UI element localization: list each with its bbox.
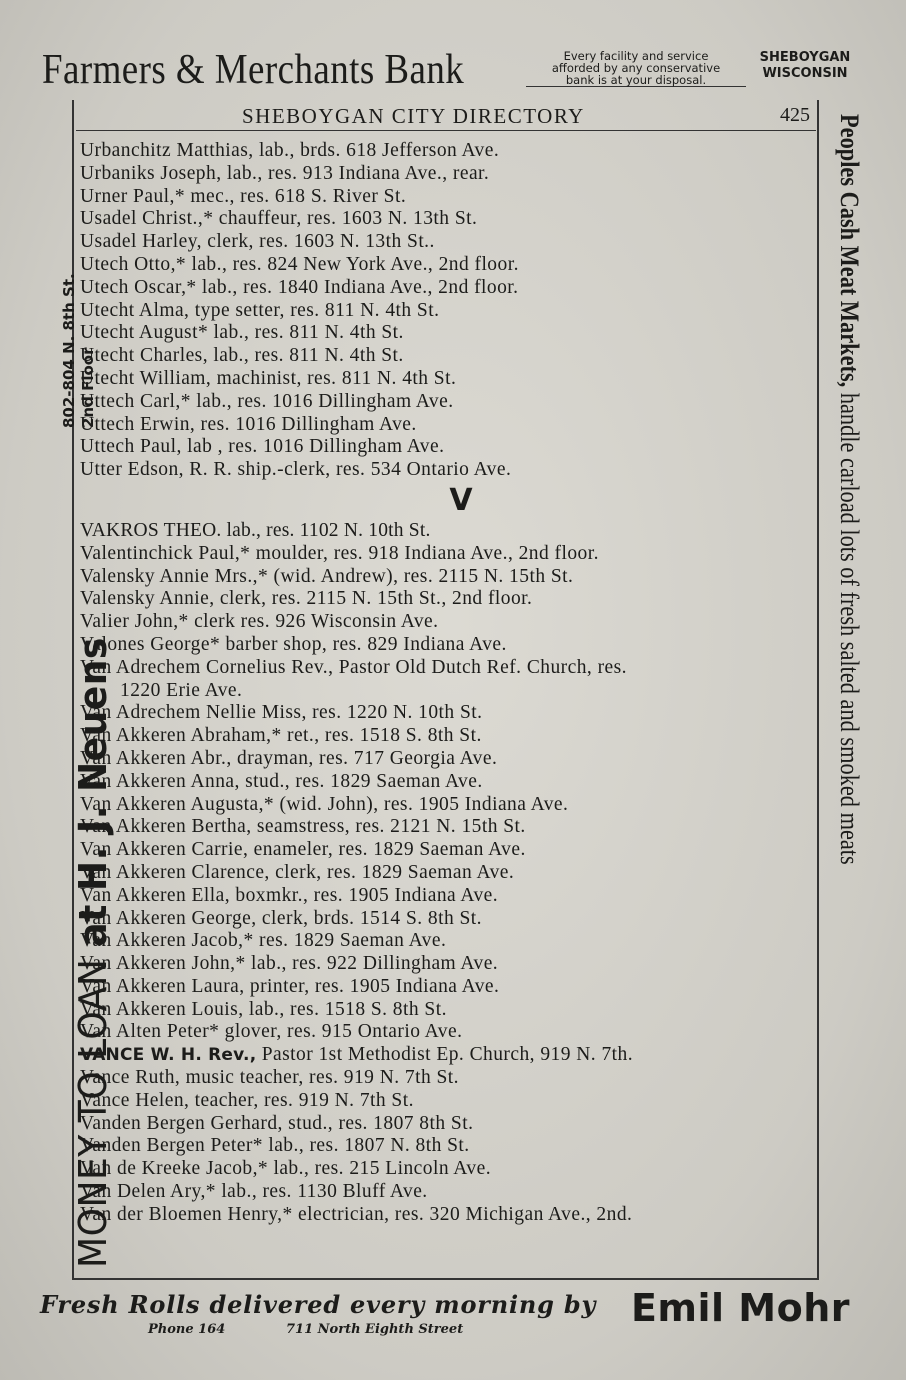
bottom-border-rule: [72, 1278, 819, 1280]
loan-ad-floor: 2nd Floor: [79, 347, 97, 428]
directory-entry: VAKROS THEO. lab., res. 1102 N. 10th St.: [80, 519, 431, 541]
bank-city-line: SHEBOYGAN: [759, 50, 851, 65]
bank-city-line: WISCONSIN: [762, 66, 848, 81]
bank-city: [758, 50, 852, 82]
directory-entry: Vance Helen, teacher, res. 919 N. 7th St.: [80, 1089, 414, 1111]
bakery-ad-text: Fresh Rolls delivered every morning by: [40, 1290, 597, 1319]
directory-entry: Van Akkeren George, clerk, brds. 1514 S. 8th St.: [80, 907, 482, 929]
directory-entry: Valensky Annie, clerk, res. 2115 N. 15th St., 2nd floor.: [80, 588, 533, 610]
directory-entry: Van Akkeren Louis, lab., res. 1518 S. 8th St.: [80, 998, 447, 1020]
bank-advertisement: [40, 40, 852, 96]
directory-entry: Van Alten Peter* glover, res. 915 Ontario Ave.: [80, 1021, 463, 1043]
bank-name: Farmers & Merchants Bank: [42, 47, 465, 93]
entry-details: Pastor 1st Methodist Ep. Church, 919 N. 7th.: [256, 1044, 634, 1066]
page-title: SHEBOYGAN CITY DIRECTORY: [242, 104, 585, 128]
directory-entry: Van Akkeren Anna, stud., res. 1829 Saeman Ave.: [80, 770, 483, 792]
directory-entry: Usadel Christ.,* chauffeur, res. 1603 N. 13th St.: [80, 208, 478, 230]
directory-entry: Vanden Bergen Peter* lab., res. 1807 N. 8th St.: [80, 1135, 470, 1157]
directory-entry: Vance Ruth, music teacher, res. 919 N. 7th St.: [80, 1067, 459, 1089]
right-border-rule: [817, 100, 819, 1278]
bakery-address: 711 North Eighth Street: [286, 1322, 464, 1337]
directory-entry: Uttech Paul, lab , res. 1016 Dillingham Ave.: [80, 436, 445, 458]
loan-ad-street: 802-804 N. 8th St.: [60, 273, 78, 428]
loan-ad-text: MONEY TO LOAN: [71, 946, 115, 1268]
bakery-phone: Phone 164: [148, 1322, 226, 1337]
directory-entry: Van Akkeren Ella, boxmkr., res. 1905 Indiana Ave.: [80, 884, 499, 906]
directory-entry: Van Akkeren Carrie, enameler, res. 1829 Saeman Ave.: [80, 839, 526, 861]
bank-tagline-line: bank is at your disposal.: [565, 73, 707, 87]
directory-entry-vance: [80, 1044, 814, 1067]
entry-name-bold: VANCE W. H. Rev.,: [80, 1045, 257, 1066]
meat-market-advertisement: [828, 114, 868, 1274]
page-header: [76, 102, 816, 131]
bank-tagline: [526, 50, 746, 87]
directory-entry: Van Akkeren Clarence, clerk, res. 1829 Saeman Ave.: [80, 861, 515, 883]
directory-entry: Urbanchitz Matthias, lab., brds. 618 Jefferson Ave.: [80, 140, 500, 161]
directory-entry: Uttech Carl,* lab., res. 1016 Dillingham Ave.: [80, 390, 454, 412]
directory-entry: Utter Edson, R. R. ship.-clerk, res. 534 Ontario Ave.: [80, 459, 512, 481]
directory-entry: Utech Oscar,* lab., res. 1840 Indiana Ave., 2nd floor.: [80, 276, 519, 298]
section-heading: V: [449, 482, 473, 518]
directory-entry: Van Akkeren Abraham,* ret., res. 1518 S. 8th St.: [80, 725, 482, 747]
meat-market-slogan: handle carload lots of fresh salted and smoked meats: [835, 387, 864, 865]
directory-entry: Van Adrechem Cornelius Rev., Pastor Old Dutch Ref. Church, res.: [80, 656, 627, 678]
bakery-name: Emil Mohr: [630, 1286, 850, 1330]
directory-entry: Urbaniks Joseph, lab., res. 913 Indiana Ave., rear.: [80, 162, 490, 184]
directory-entry: Utech Otto,* lab., res. 824 New York Ave., 2nd floor.: [80, 253, 519, 275]
directory-entry: Utecht Charles, lab., res. 811 N. 4th St.: [80, 345, 404, 367]
bank-tagline-line: afforded by any conservative: [551, 61, 721, 75]
directory-entry: Van de Kreeke Jacob,* lab., res. 215 Lincoln Ave.: [80, 1158, 492, 1180]
loan-ad-company: at H. J. Neuens: [71, 637, 115, 947]
directory-entry: Van Adrechem Nellie Miss, res. 1220 N. 10th St.: [80, 702, 483, 724]
directory-entry: Vanden Bergen Gerhard, stud., res. 1807 8th St.: [80, 1112, 474, 1134]
directory-entry: Van Akkeren Jacob,* res. 1829 Saeman Ave.: [80, 930, 447, 952]
directory-entry: Utecht William, machinist, res. 811 N. 4th St.: [80, 367, 457, 389]
directory-entry: Van der Bloemen Henry,* electrician, res. 320 Michigan Ave., 2nd.: [80, 1203, 633, 1225]
directory-entry: Valones George* barber shop, res. 829 Indiana Ave.: [80, 633, 507, 655]
directory-listing: [80, 140, 814, 1227]
directory-entry: Valier John,* clerk res. 926 Wisconsin Ave.: [80, 611, 439, 633]
directory-entry: Van Akkeren John,* lab., res. 922 Dillingham Ave.: [80, 953, 499, 975]
directory-entry-continuation: 1220 Erie Ave.: [120, 679, 243, 701]
directory-entry: Usadel Harley, clerk, res. 1603 N. 13th St..: [80, 231, 435, 253]
directory-entry: Van Akkeren Bertha, seamstress, res. 2121 N. 15th St.: [80, 816, 526, 838]
page-number: 425: [780, 104, 810, 126]
directory-entry: Uttech Erwin, res. 1016 Dillingham Ave.: [80, 413, 417, 435]
directory-entry: Van Akkeren Laura, printer, res. 1905 Indiana Ave.: [80, 975, 500, 997]
meat-market-ad-text: [832, 114, 866, 865]
directory-entry: Van Akkeren Abr., drayman, res. 717 Georgia Ave.: [80, 747, 498, 769]
directory-entry: Utecht August* lab., res. 811 N. 4th St.: [80, 322, 404, 344]
directory-entry: Valentinchick Paul,* moulder, res. 918 Indiana Ave., 2nd floor.: [80, 542, 599, 564]
bakery-advertisement: [40, 1288, 854, 1348]
bank-tagline-line: Every facility and service: [563, 49, 709, 63]
directory-entry: Van Delen Ary,* lab., res. 1130 Bluff Ave.: [80, 1181, 428, 1203]
directory-entry: Utecht Alma, type setter, res. 811 N. 4th St.: [80, 299, 440, 321]
meat-market-name: Peoples Cash Meat Markets,: [835, 114, 864, 388]
directory-entry: Valensky Annie Mrs.,* (wid. Andrew), res. 2115 N. 15th St.: [80, 565, 574, 587]
directory-entry: Urner Paul,* mec., res. 618 S. River St.: [80, 185, 407, 207]
directory-entry: Van Akkeren Augusta,* (wid. John), res. 1905 Indiana Ave.: [80, 793, 569, 815]
